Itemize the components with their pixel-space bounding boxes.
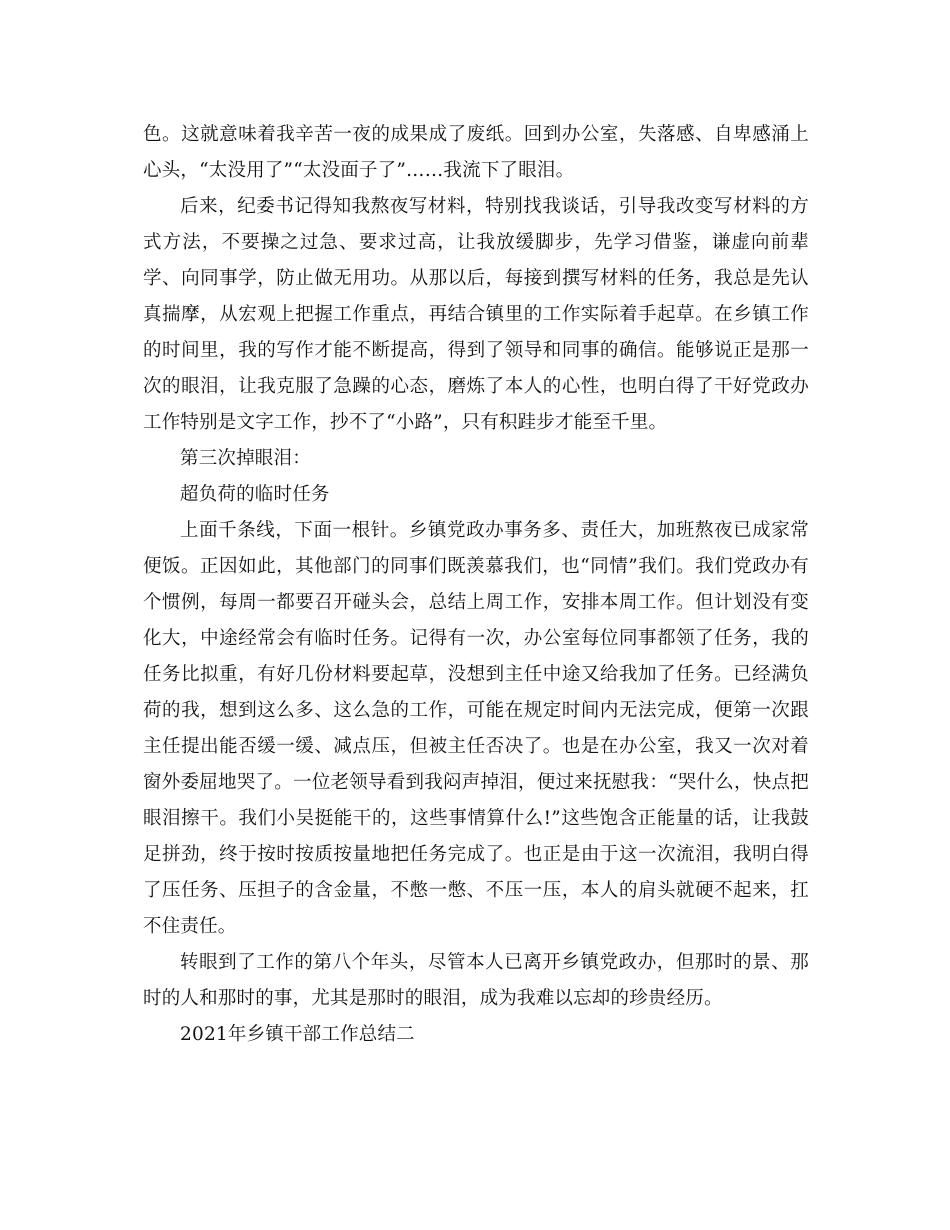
next-document-title: 2021年乡镇干部工作总结二: [180, 1024, 415, 1045]
paragraph-continuation: 色。这就意味着我辛苦一夜的成果成了废纸。回到办公室，失落感、自卑感涌上心头，“太没用了”“太没面子了”……我流下了眼泪。: [143, 124, 809, 181]
paragraph-eighth-year: 转眼到了工作的第八个年头，尽管本人已离开乡镇党政办，但那时的景、那时的人和那时的事，尤其是那时的眼泪，成为我难以忘却的珍贵经历。: [143, 952, 809, 1009]
paragraph-secretary-guidance: 后来，纪委书记得知我熬夜写材料，特别找我谈话，引导我改变写材料的方式方法，不要操之过急、要求过高，让我放缓脚步，先学习借鉴，谦虚向前辈学、向同事学，防止做无用功。从那以后，每接到撰写材料的任务，我总是先认真揣摩，从宏观上把握工作重点，再结合镇里的工作实际着手起草。在乡镇工作的时间里，我的写作才能不断提高，得到了领导和同事的确信。能够说正是那一次的眼泪，让我克服了急躁的心态，磨炼了本人的心性，也明白得了干好党政办工作特别是文字工作，抄不了“小路”，只有积跬步才能至千里。: [143, 196, 809, 433]
section-heading-third-tears: 第三次掉眼泪：: [180, 448, 311, 469]
document-body: [143, 117, 809, 1053]
paragraph-overload-task: 上面千条线，下面一根针。乡镇党政办事务多、责任大，加班熬夜已成家常便饭。正因如此，其他部门的同事们既羡慕我们，也“同情”我们。我们党政办有个惯例，每周一都要召开碰头会，总结上周工作，安排本周工作。但计划没有变化大，中途经常会有临时任务。记得有一次，办公室每位同事都领了任务，我的任务比拟重，有好几份材料要起草，没想到主任中途又给我加了任务。已经满负荷的我，想到这么多、这么急的工作，可能在规定时间内无法完成，便第一次跟主任提出能否缓一缓、减点压，但被主任否决了。也是在办公室，我又一次对着窗外委屈地哭了。一位老领导看到我闷声掉泪，便过来抚慰我：“哭什么，快点把眼泪擦干。我们小吴挺能干的，这些事情算什么!”这些饱含正能量的话，让我鼓足拼劲，终于按时按质按量地把任务完成了。也正是由于这一次流泪，我明白得了压任务、压担子的含金量，不憋一憋、不压一压，本人的肩头就硬不起来，扛不住责任。: [143, 520, 809, 937]
section-subheading-overload-task: 超负荷的临时任务: [180, 484, 330, 505]
